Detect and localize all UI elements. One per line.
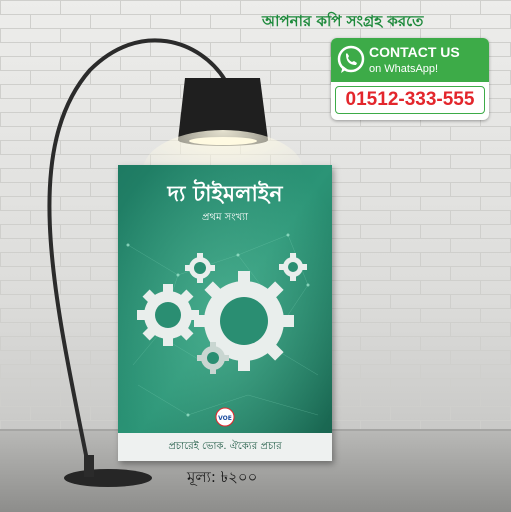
lamp-base xyxy=(64,469,152,487)
phone-number[interactable]: 01512-333-555 xyxy=(335,86,485,114)
book-cover xyxy=(118,165,332,461)
price-label: মূল্য: ৳২০০ xyxy=(187,468,258,486)
publisher-logo-text: VOE xyxy=(218,415,232,422)
on-whatsapp-subtitle: on WhatsApp! xyxy=(369,63,439,75)
whatsapp-contact-card[interactable] xyxy=(331,38,489,120)
book-title: দ্য টাইমলাইন xyxy=(167,182,283,207)
collect-copy-headline: আপনার কপি সংগ্রহ করতে xyxy=(262,12,424,30)
contact-us-title: CONTACT US xyxy=(369,44,460,60)
whatsapp-icon xyxy=(335,44,367,76)
publisher-logo xyxy=(216,408,234,426)
book-edition: প্রথম সংখ্যা xyxy=(202,212,248,223)
book-publisher: প্রচারেই ভোক. ঐক্যের প্রচার xyxy=(168,441,282,452)
